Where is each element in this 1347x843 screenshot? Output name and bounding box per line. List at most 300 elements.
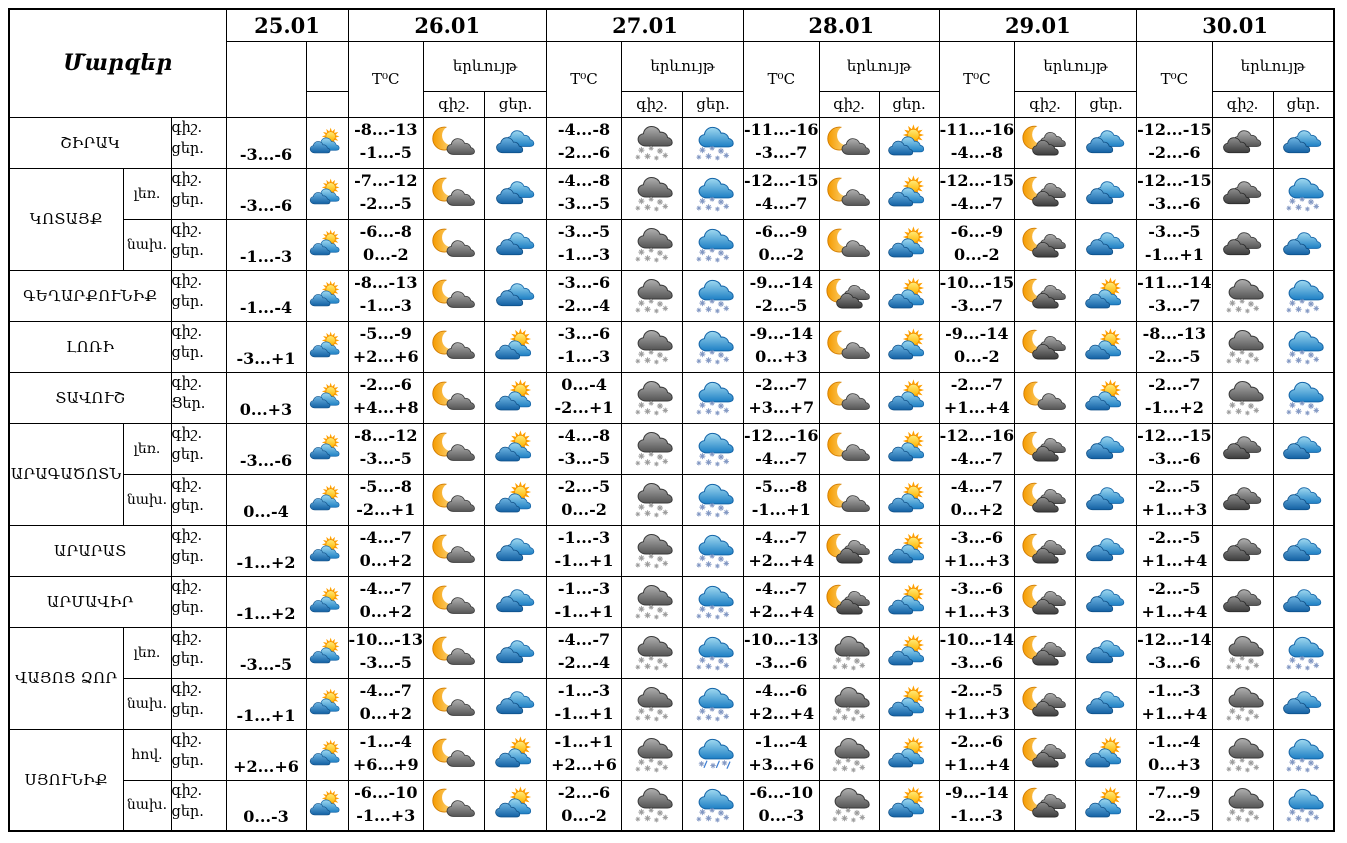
day-temp: -3...-5 — [557, 448, 611, 468]
daypart-labels — [171, 729, 226, 780]
day-temp: -3...-5 — [557, 193, 611, 213]
cloud-blue-snow-icon — [683, 423, 744, 474]
day-temp: 0...-4 — [243, 501, 289, 521]
table-row — [9, 168, 1334, 219]
cloud-blue-snow-icon — [683, 780, 744, 831]
moon-cloud-icon — [1015, 372, 1076, 423]
daypart-labels — [171, 219, 226, 270]
table-row — [9, 474, 1334, 525]
day-temp: +1...+4 — [1141, 703, 1208, 723]
cloud-dark-snow-icon — [622, 372, 683, 423]
night-temp: -11...-16 — [744, 119, 819, 139]
temp-cell — [1137, 219, 1213, 270]
clouds-blue-icon — [1273, 678, 1334, 729]
day-temp: +1...+3 — [1141, 499, 1208, 519]
moon-cloud-icon — [424, 423, 485, 474]
sun-cloud-icon — [485, 780, 547, 831]
day-column-header: ցեր. — [1273, 91, 1334, 117]
temp-cell — [939, 525, 1015, 576]
sun-cloud-icon — [485, 321, 547, 372]
cloud-blue-snow-icon — [1273, 372, 1334, 423]
cloud-dark-snow-icon — [622, 729, 683, 780]
daypart-labels — [171, 525, 226, 576]
night-temp: -3...-5 — [557, 221, 611, 241]
daypart-labels — [171, 168, 226, 219]
clouds-blue-icon — [1076, 423, 1137, 474]
night-temp: -4...-7 — [359, 680, 412, 700]
night-temp: -5...-8 — [755, 476, 808, 496]
day-temp: +1...+3 — [943, 550, 1010, 570]
day-temp: -1...+1 — [554, 601, 614, 621]
night-temp: -10...-13 — [744, 629, 819, 649]
clouds-blue-icon — [1273, 525, 1334, 576]
night-temp: -4...-6 — [755, 680, 808, 700]
night-temp: -4...-7 — [359, 527, 412, 547]
night-label: գիշ. — [171, 425, 203, 442]
sun-cloud-icon — [879, 525, 939, 576]
table-row — [9, 627, 1334, 678]
temp-cell — [547, 321, 622, 372]
cloud-blue-snow-icon — [1273, 270, 1334, 321]
night-label: գիշ. — [171, 629, 203, 646]
cloud-dark-snow-icon — [819, 780, 879, 831]
sun-cloud-icon — [306, 729, 348, 780]
day-temp: -1...+2 — [236, 603, 296, 623]
temp-cell — [547, 423, 622, 474]
moon-clouds-icon — [1015, 270, 1076, 321]
day-temp: +2...+4 — [748, 550, 815, 570]
day-label: ցեր. — [171, 497, 204, 514]
day-temp: +1...+4 — [1141, 601, 1208, 621]
day-temp: -3...-5 — [239, 654, 293, 674]
sun-cloud-icon — [879, 627, 939, 678]
night-temp: -1...-3 — [557, 527, 611, 547]
temp-cell — [348, 678, 424, 729]
day-temp: -4...-7 — [950, 448, 1003, 468]
day-temp: -1...-3 — [950, 805, 1003, 825]
sun-cloud-icon — [879, 117, 939, 168]
subregion-label: նախ. — [123, 219, 171, 270]
day-temp: -3...+1 — [236, 348, 296, 368]
night-temp: -6...-9 — [755, 221, 808, 241]
day-temp: +6...+9 — [352, 754, 419, 774]
cloud-blue-snow-icon — [683, 219, 744, 270]
night-column-header: գիշ. — [819, 91, 879, 117]
night-temp: -10...-14 — [939, 629, 1015, 649]
moon-cloud-icon — [424, 576, 485, 627]
day-temp: 0...-2 — [954, 244, 1000, 264]
moon-cloud-icon — [819, 474, 879, 525]
region-name: ԳԵՂԱՐՔՈՒՆԻՔ — [9, 270, 171, 321]
temp-cell — [1137, 423, 1213, 474]
region-name: ԱՐԱՐԱՏ — [9, 525, 171, 576]
temp-25-01 — [226, 372, 306, 423]
subregion-label: լեռ. — [123, 627, 171, 678]
moon-cloud-icon — [424, 117, 485, 168]
temp-25-01 — [226, 780, 306, 831]
table-row — [9, 117, 1334, 168]
sun-cloud-icon — [306, 168, 348, 219]
night-temp: -3...-6 — [557, 272, 611, 292]
moon-clouds-icon — [819, 525, 879, 576]
temp-cell — [939, 423, 1015, 474]
temp-25-01 — [226, 219, 306, 270]
day-label: ցեր. — [171, 446, 204, 463]
temp-column-header: T⁰C — [939, 41, 1015, 117]
cloud-blue-snow-icon — [683, 321, 744, 372]
day-temp: -4...-7 — [755, 448, 808, 468]
night-temp: -2...-7 — [1148, 374, 1201, 394]
moon-clouds-icon — [819, 270, 879, 321]
day-temp: +1...+3 — [943, 703, 1010, 723]
temp-cell — [1137, 576, 1213, 627]
temp-cell — [744, 423, 820, 474]
sun-cloud-icon — [485, 474, 547, 525]
temp-cell — [1137, 270, 1213, 321]
region-name: ԱՐԱԳԱԾՈՏՆ — [9, 423, 123, 525]
cloud-dark-snow-icon — [819, 627, 879, 678]
clouds-blue-icon — [485, 270, 547, 321]
moon-clouds-icon — [819, 576, 879, 627]
day-temp: -2...+1 — [554, 397, 614, 417]
temp-cell — [744, 678, 820, 729]
clouds-blue-icon — [485, 576, 547, 627]
night-label: գիշ. — [171, 476, 203, 493]
empty-header-cell — [306, 41, 348, 91]
cloud-dark-snow-icon — [622, 117, 683, 168]
table-row — [9, 372, 1334, 423]
clouds-blue-icon — [1076, 474, 1137, 525]
day-temp: 0...+3 — [755, 346, 808, 366]
night-label: գիշ. — [171, 119, 203, 136]
night-column-header: գիշ. — [1212, 91, 1273, 117]
cloud-dark-snow-icon — [622, 627, 683, 678]
day-column-header: ցեր. — [879, 91, 939, 117]
cloud-dark-snow-icon — [819, 729, 879, 780]
cloud-dark-snow-icon — [1212, 678, 1273, 729]
regions-title: Մարզեր — [9, 9, 226, 117]
clouds-dark-icon — [1212, 525, 1273, 576]
day-temp: -1...+1 — [236, 705, 296, 725]
temp-cell — [744, 780, 820, 831]
cloud-blue-snow-icon — [683, 168, 744, 219]
sun-cloud-icon — [1076, 780, 1137, 831]
temp-cell — [744, 168, 820, 219]
day-column-header: ցեր. — [1076, 91, 1137, 117]
moon-cloud-icon — [819, 219, 879, 270]
night-temp: -3...-5 — [1148, 221, 1201, 241]
phenomenon-header: երևույթ — [622, 41, 744, 91]
daypart-labels — [171, 780, 226, 831]
temp-cell — [348, 117, 424, 168]
sun-cloud-icon — [879, 576, 939, 627]
subregion-label: նախ. — [123, 678, 171, 729]
night-temp: -9...-14 — [945, 782, 1009, 802]
sun-cloud-icon — [306, 270, 348, 321]
sun-cloud-icon — [1076, 321, 1137, 372]
day-temp: -1...-3 — [359, 295, 412, 315]
night-temp: -4...-8 — [557, 170, 611, 190]
cloud-blue-snow-icon — [1273, 168, 1334, 219]
moon-clouds-icon — [1015, 321, 1076, 372]
date-header: 28.01 — [744, 9, 940, 41]
clouds-blue-icon — [485, 678, 547, 729]
clouds-blue-icon — [1273, 219, 1334, 270]
day-temp: +2...+6 — [551, 754, 617, 774]
sun-cloud-icon — [879, 219, 939, 270]
sun-cloud-icon — [306, 576, 348, 627]
night-temp: -8...-13 — [354, 272, 418, 292]
sun-cloud-icon — [1076, 729, 1137, 780]
day-temp: +1...+4 — [1141, 550, 1208, 570]
temp-cell — [547, 372, 622, 423]
night-temp: -12...-15 — [1137, 425, 1212, 445]
sun-cloud-icon — [1076, 270, 1137, 321]
table-header — [9, 9, 1334, 117]
night-label: գիշ. — [171, 374, 203, 391]
day-temp: +2...+6 — [233, 756, 299, 776]
date-header: 25.01 — [226, 9, 348, 41]
moon-cloud-icon — [819, 117, 879, 168]
temp-cell — [348, 321, 424, 372]
day-label: ցեր. — [171, 191, 204, 208]
table-body — [9, 117, 1334, 831]
clouds-blue-icon — [1273, 423, 1334, 474]
cloud-dark-snow-icon — [1212, 627, 1273, 678]
cloud-dark-snow-icon — [622, 423, 683, 474]
sun-cloud-icon — [879, 321, 939, 372]
day-label: ցեր. — [171, 140, 204, 157]
subregion-label: նախ. — [123, 780, 171, 831]
moon-cloud-icon — [819, 423, 879, 474]
temp-cell — [547, 678, 622, 729]
date-header: 30.01 — [1137, 9, 1335, 41]
temp-cell — [744, 627, 820, 678]
sun-cloud-icon — [306, 117, 348, 168]
temp-cell — [1137, 372, 1213, 423]
daypart-labels — [171, 627, 226, 678]
temp-cell — [1137, 780, 1213, 831]
cloud-blue-sleet-icon — [683, 729, 744, 780]
day-temp: -2...-5 — [1148, 805, 1201, 825]
day-temp: -2...-5 — [359, 193, 412, 213]
night-temp: -4...-8 — [557, 425, 611, 445]
day-temp: -1...+1 — [751, 499, 811, 519]
night-temp: -4...-7 — [557, 629, 611, 649]
day-temp: -3...-5 — [359, 448, 412, 468]
clouds-blue-icon — [1076, 117, 1137, 168]
temp-cell — [744, 729, 820, 780]
day-temp: -1...-3 — [557, 346, 611, 366]
day-temp: -2...-6 — [1148, 142, 1201, 162]
daypart-labels — [171, 423, 226, 474]
day-temp: -3...-6 — [1148, 193, 1201, 213]
temp-cell — [1137, 168, 1213, 219]
clouds-blue-icon — [1273, 117, 1334, 168]
cloud-blue-snow-icon — [1273, 321, 1334, 372]
day-temp: -1...-4 — [239, 297, 293, 317]
night-label: գիշ. — [171, 680, 203, 697]
day-temp: -2...-4 — [557, 652, 611, 672]
day-temp: +2...+4 — [748, 601, 815, 621]
night-temp: -5...-8 — [359, 476, 412, 496]
empty-header-cell — [226, 41, 306, 117]
temp-cell — [1137, 627, 1213, 678]
phenomenon-header: երևույթ — [819, 41, 939, 91]
temp-cell — [348, 372, 424, 423]
day-label: ցեր. — [171, 242, 204, 259]
clouds-blue-icon — [1076, 576, 1137, 627]
moon-clouds-icon — [1015, 576, 1076, 627]
night-column-header: գիշ. — [1015, 91, 1076, 117]
sun-cloud-icon — [879, 729, 939, 780]
day-temp: -2...-5 — [755, 295, 808, 315]
temp-cell — [744, 576, 820, 627]
night-temp: -4...-8 — [557, 119, 611, 139]
day-temp: -1...-5 — [359, 142, 412, 162]
night-temp: -4...-7 — [359, 578, 412, 598]
sun-cloud-icon — [485, 729, 547, 780]
day-temp: -3...-6 — [239, 144, 293, 164]
night-temp: -2...-6 — [557, 782, 611, 802]
temp-column-header: T⁰C — [348, 41, 424, 117]
temp-cell — [744, 321, 820, 372]
moon-cloud-icon — [424, 780, 485, 831]
clouds-blue-icon — [1076, 525, 1137, 576]
clouds-dark-icon — [1212, 117, 1273, 168]
night-temp: -11...-14 — [1137, 272, 1212, 292]
night-temp: -2...-5 — [1148, 578, 1201, 598]
day-temp: 0...-2 — [561, 499, 607, 519]
temp-cell — [744, 525, 820, 576]
day-temp: -3...-6 — [239, 195, 293, 215]
sun-cloud-icon — [879, 780, 939, 831]
table-row — [9, 321, 1334, 372]
day-label: ցեր. — [171, 293, 204, 310]
temp-cell — [348, 219, 424, 270]
region-name: ՇԻՐԱԿ — [9, 117, 171, 168]
temp-25-01 — [226, 168, 306, 219]
sun-cloud-icon — [1076, 372, 1137, 423]
cloud-dark-snow-icon — [622, 474, 683, 525]
night-temp: -12...-15 — [744, 170, 819, 190]
temp-cell — [939, 372, 1015, 423]
sun-cloud-icon — [879, 474, 939, 525]
day-temp: -3...-7 — [950, 295, 1003, 315]
cloud-dark-snow-icon — [622, 321, 683, 372]
night-temp: -11...-16 — [939, 119, 1015, 139]
daypart-labels — [171, 474, 226, 525]
clouds-blue-icon — [1076, 219, 1137, 270]
day-temp: -1...+1 — [1144, 244, 1204, 264]
cloud-dark-snow-icon — [622, 678, 683, 729]
night-column-header: գիշ. — [424, 91, 485, 117]
day-label: ցեր. — [171, 650, 204, 667]
moon-cloud-icon — [424, 168, 485, 219]
temp-cell — [348, 270, 424, 321]
temp-cell — [348, 780, 424, 831]
night-temp: -12...-15 — [1137, 170, 1212, 190]
moon-cloud-icon — [424, 525, 485, 576]
moon-cloud-icon — [424, 372, 485, 423]
night-temp: -12...-15 — [1137, 119, 1212, 139]
cloud-dark-snow-icon — [622, 168, 683, 219]
sun-cloud-icon — [306, 627, 348, 678]
day-temp: -2...-5 — [1148, 346, 1201, 366]
temp-cell — [939, 780, 1015, 831]
day-temp: -1...+3 — [356, 805, 416, 825]
temp-cell — [547, 525, 622, 576]
sun-cloud-icon — [485, 423, 547, 474]
cloud-dark-snow-icon — [1212, 780, 1273, 831]
night-temp: -1...+1 — [554, 731, 614, 751]
clouds-dark-icon — [1212, 576, 1273, 627]
temp-cell — [547, 117, 622, 168]
temp-cell — [547, 729, 622, 780]
night-temp: -3...-6 — [557, 323, 611, 343]
temp-cell — [547, 780, 622, 831]
daypart-labels — [171, 270, 226, 321]
cloud-blue-snow-icon — [1273, 627, 1334, 678]
cloud-dark-snow-icon — [622, 219, 683, 270]
temp-cell — [939, 270, 1015, 321]
night-temp: -7...-9 — [1148, 782, 1201, 802]
temp-25-01 — [226, 321, 306, 372]
moon-cloud-icon — [819, 372, 879, 423]
night-temp: -2...-5 — [557, 476, 611, 496]
temp-cell — [744, 372, 820, 423]
night-temp: -12...-14 — [1137, 629, 1212, 649]
temp-cell — [348, 627, 424, 678]
temp-cell — [744, 270, 820, 321]
night-temp: -12...-16 — [939, 425, 1015, 445]
night-temp: -8...-13 — [354, 119, 418, 139]
clouds-blue-icon — [485, 117, 547, 168]
temp-cell — [1137, 474, 1213, 525]
moon-cloud-icon — [819, 168, 879, 219]
day-temp: -4...-7 — [755, 193, 808, 213]
cloud-blue-snow-icon — [683, 678, 744, 729]
moon-clouds-icon — [1015, 168, 1076, 219]
night-temp: -1...-4 — [359, 731, 412, 751]
moon-cloud-icon — [819, 321, 879, 372]
day-temp: -3...-6 — [239, 450, 293, 470]
temp-cell — [348, 729, 424, 780]
clouds-blue-icon — [1273, 474, 1334, 525]
day-temp: -3...-6 — [950, 652, 1003, 672]
night-temp: -8...-12 — [354, 425, 418, 445]
night-temp: -4...-7 — [755, 527, 808, 547]
night-temp: -12...-16 — [744, 425, 819, 445]
day-temp: -1...+2 — [236, 552, 296, 572]
temp-cell — [348, 423, 424, 474]
moon-cloud-icon — [424, 321, 485, 372]
cloud-blue-snow-icon — [683, 270, 744, 321]
day-temp: -3...-6 — [1148, 652, 1201, 672]
cloud-dark-snow-icon — [1212, 321, 1273, 372]
night-temp: -5...-9 — [359, 323, 412, 343]
cloud-blue-snow-icon — [1273, 729, 1334, 780]
night-temp: -4...-7 — [755, 578, 808, 598]
cloud-blue-snow-icon — [683, 525, 744, 576]
temp-cell — [547, 474, 622, 525]
temp-25-01 — [226, 729, 306, 780]
day-temp: -2...-4 — [557, 295, 611, 315]
moon-cloud-icon — [424, 678, 485, 729]
moon-cloud-icon — [424, 627, 485, 678]
day-temp: +2...+4 — [748, 703, 815, 723]
day-label: ցեր. — [171, 344, 204, 361]
